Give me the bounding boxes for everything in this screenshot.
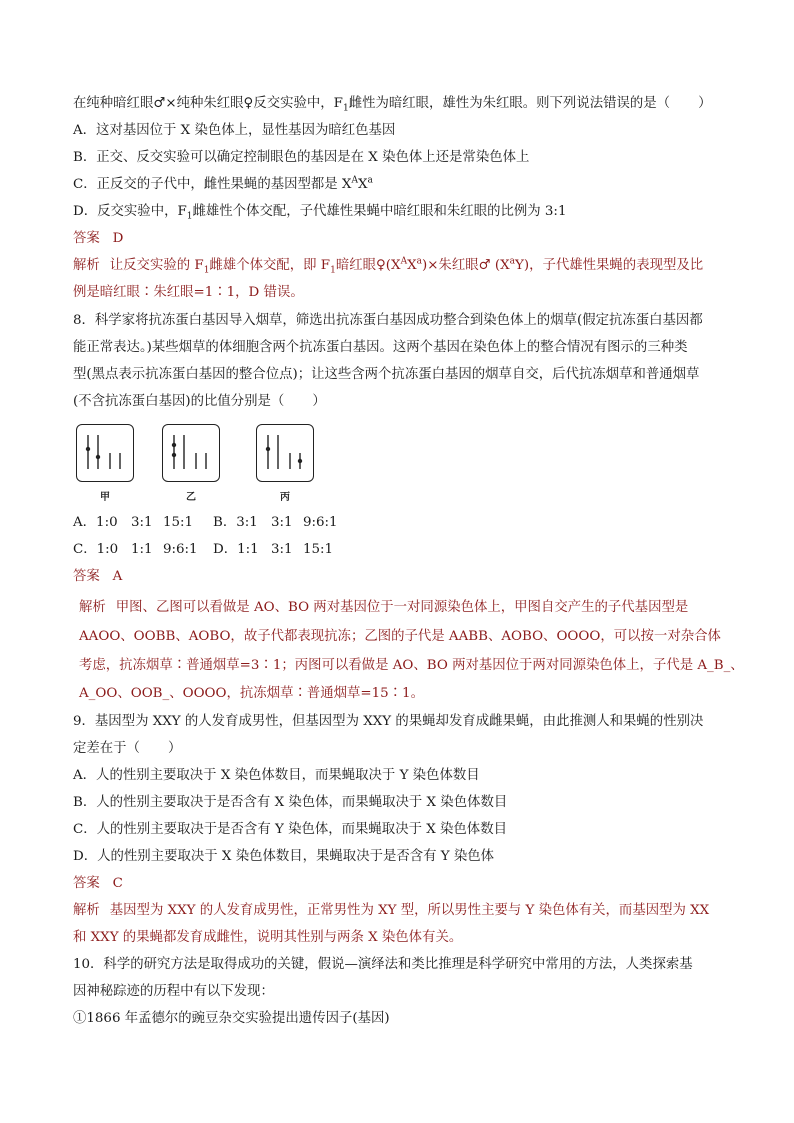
q9-explanation-line2: 和 XXY 的果蝇都发育成雌性，说明其性别与两条 X 染色体有关。 (73, 930, 463, 945)
q9-option-a: A．人的性别主要取决于 X 染色体数目，而果蝇取决于 Y 染色体数目 (73, 768, 480, 783)
figure-jia (76, 424, 134, 503)
figure-bing (256, 424, 314, 503)
q7-answer: 答案 D (73, 231, 124, 246)
q7-option-b: B．正交、反交实验可以确定控制眼色的基因是在 X 染色体上还是常染色体上 (73, 150, 530, 165)
q8-options-row1: A．1:0 3:1 15:1 B．3:1 3:1 9:6:1 (73, 515, 338, 530)
figure-label-jia: 甲 (100, 492, 110, 503)
q9-stem-line1: 9．基因型为 XXY 的人发育成男性，但基因型为 XXY 的果蝇却发育成雌果蝇，由此推测人和果蝇的性别决 (73, 714, 704, 729)
chromosome-diagram-bing (257, 425, 313, 481)
q9-option-d: D．人的性别主要取决于 X 染色体数目，果蝇取决于是否含有 Y 染色体 (73, 849, 495, 864)
q9-answer: 答案 C (73, 876, 123, 891)
q9-option-b: B．人的性别主要取决于是否含有 X 染色体，而果蝇取决于 X 染色体数目 (73, 795, 508, 810)
q9-option-c: C．人的性别主要取决于是否含有 Y 染色体，而果蝇取决于 X 染色体数目 (73, 822, 507, 837)
q7-stem: 在纯种暗红眼♂×纯种朱红眼♀反交实验中，$F_1$雌性为暗红眼，雄性为朱红眼。则下列说法错误的是（ ） (73, 96, 712, 114)
q10-stem-line1: 10．科学的研究方法是取得成功的关键，假说—演绎法和类比推理是科学研究中常用的方法，人类探索基 (73, 957, 693, 972)
q7-explanation-line2: 例是暗红眼∶朱红眼=1∶1，D 错误。 (73, 285, 304, 300)
chromosome-diagram-yi (163, 425, 219, 481)
q8-explanation-line2: AAOO、OOBB、AOBO，故子代都表现抗冻；乙图的子代是 AABB、AOBO、OOOO，可以按一对杂合体 (79, 629, 721, 644)
q7-explanation-line1: 解析 让反交实验的 $F_1$雌雄个体交配，即 $F_1$暗红眼$♀(X^AX^a)\times$朱红眼♂ $(X^aY)$，子代雄性果蝇的表现型及比 (73, 256, 704, 276)
q8-answer: 答案 A (73, 569, 123, 584)
figure-label-yi: 乙 (186, 492, 196, 503)
q9-explanation-line1: 解析 基因型为 XXY 的人发育成男性，正常男性为 XY 型，所以男性主要与 Y 染色体有关，而基因型为 XX (73, 903, 710, 918)
q8-stem-line2: 能正常表达。)某些烟草的体细胞含两个抗冻蛋白基因。这两个基因在染色体上的整合情况有图示的三种类 (73, 340, 688, 355)
q8-stem-line4: (不含抗冻蛋白基因)的比值分别是（ ） (73, 394, 326, 409)
figure-label-bing: 丙 (280, 492, 290, 503)
figure-yi (162, 424, 220, 503)
q8-stem-line3: 型(黑点表示抗冻蛋白基因的整合位点)；让这些含两个抗冻蛋白基因的烟草自交，后代抗冻烟草和普通烟草 (73, 367, 700, 382)
chromosome-diagram-jia (77, 425, 133, 481)
q7-option-a: A．这对基因位于 X 染色体上，显性基因为暗红色基因 (73, 123, 396, 138)
q8-stem-line1: 8．科学家将抗冻蛋白基因导入烟草，筛选出抗冻蛋白基因成功整合到染色体上的烟草(假定抗冻蛋白基因都 (73, 313, 703, 328)
q9-stem-line2: 定差在于（ ） (73, 741, 182, 756)
q8-explanation-line4: A_OO、OOB_、OOOO，抗冻烟草∶普通烟草=15∶1。 (79, 686, 424, 701)
q7-option-d: D．反交实验中，$F_1$雌雄性个体交配，子代雄性果蝇中暗红眼和朱红眼的比例为 3:1 (73, 204, 567, 222)
q8-options-row2: C．1:0 1:1 9:6:1 D．1:1 3:1 15:1 (73, 542, 334, 557)
q10-stem-line3: ①1866 年孟德尔的豌豆杂交实验提出遗传因子(基因) (73, 1011, 390, 1026)
q10-stem-line2: 因神秘踪迹的历程中有以下发现： (73, 984, 274, 999)
q8-explanation-line1: 解析 甲图、乙图可以看做是 AO、BO 两对基因位于一对同源染色体上，甲图自交产生的子代基因型是 (79, 600, 689, 615)
q7-option-c: C．正反交的子代中，雌性果蝇的基因型都是 $X^AX^a$ (73, 175, 373, 192)
q8-explanation-line3: 考虑，抗冻烟草∶普通烟草=3∶1；丙图可以看做是 AO、BO 两对基因位于两对同源染色体上，子代是 A_B_、 (79, 658, 744, 673)
